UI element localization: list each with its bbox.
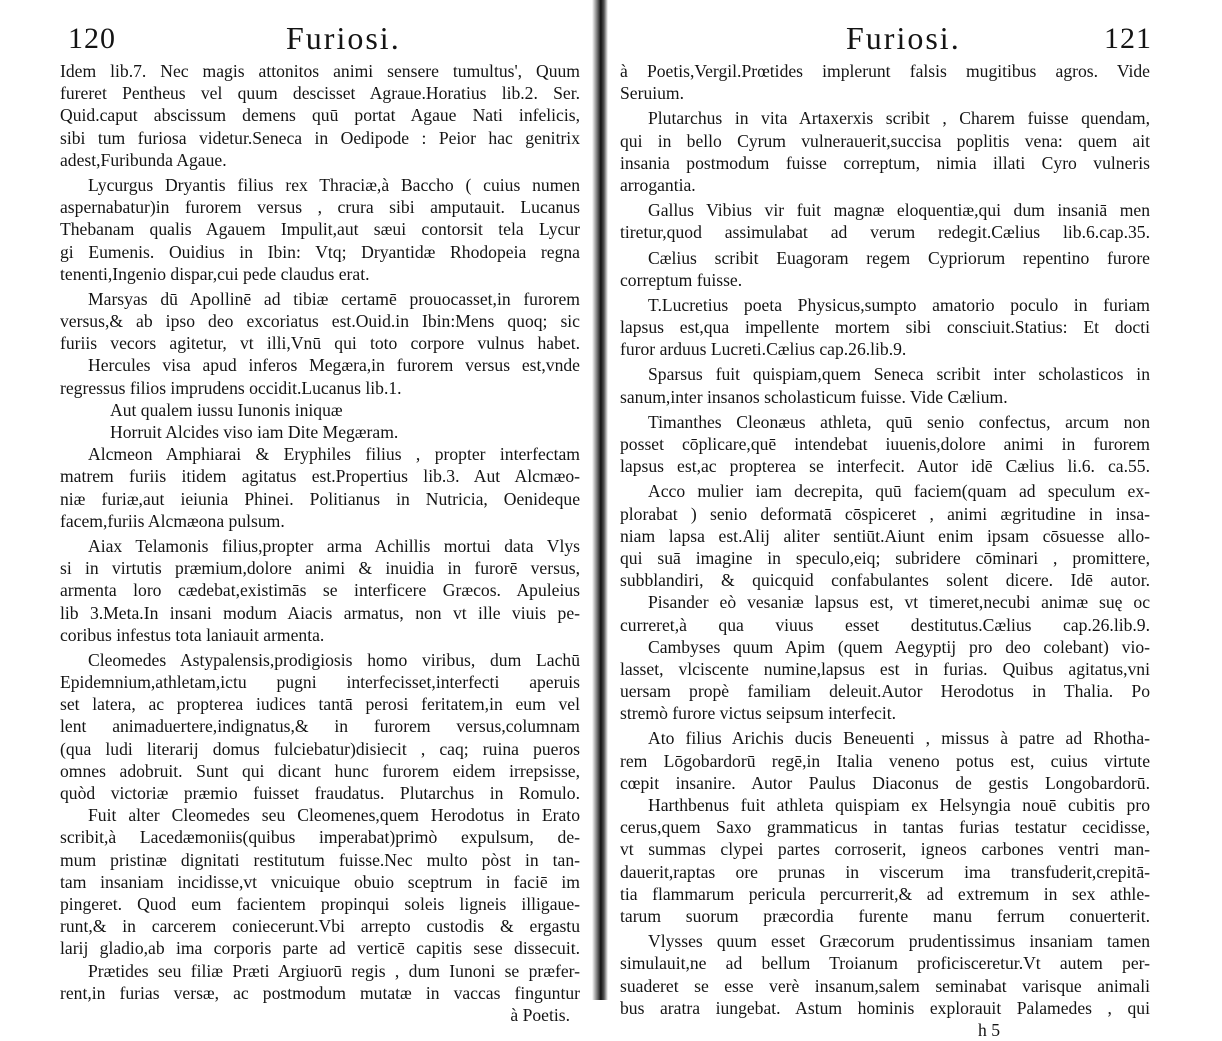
text-line: scribit,à Lacedæmoniis(quibus imperabat)primò expulsum, de-	[60, 827, 580, 848]
verse-line: Aut qualem iussu Iunonis iniquæ	[110, 399, 343, 420]
right-page-header	[620, 20, 1222, 60]
text-line: Aiax Telamonis filius,propter arma Achillis mortui data Vlys	[88, 535, 580, 556]
text-line: Quid.caput abscissum demens quū portat Agaue Nati infelicis,	[60, 105, 580, 126]
verse-line: Horruit Alcides viso iam Dite Megæram.	[110, 422, 399, 442]
text-line: Prætides seu filiæ Præti Argiuorū regis , dum Iunoni se præfer-	[88, 960, 580, 981]
text-line: qui suā imagine in speculo,eiq; subridere cōminari , promittere,	[620, 547, 1150, 568]
text-line: niæ furiæ,aut ieiunia Phinei. Politianus in Nutricia, Oenideque	[60, 488, 580, 509]
text-line: stremò furore victus seipsum interfecit.	[620, 703, 897, 724]
text-line: coribus infestus tota laniauit armenta.	[60, 624, 325, 645]
text-line: Pisander eò vesaniæ lapsus est, vt timeret,necubi animæ suę oc	[648, 592, 1150, 613]
text-line: Hercules visa apud inferos Megæra,in furorem versus est,vnde	[88, 355, 580, 376]
text-line: vt summas clypei partes corroserit, igneos carbones ventri man-	[620, 839, 1150, 860]
text-line: tenenti,Ingenio dispar,cui pede claudus erat.	[60, 263, 370, 284]
text-line: qui in bello Cyrum vulnerauerit,succisa poplitis vena: quem ait	[620, 130, 1150, 151]
left-page-body	[60, 60, 590, 1026]
text-line: cœpit insanire. Autor Paulus Diaconus de gestis Longobardorū.	[620, 772, 1150, 793]
text-line: lapsus est,ac propterea se interfecit. Autor idē Cælius li.6. ca.55.	[620, 456, 1150, 477]
book-gutter	[592, 0, 608, 1000]
text-line: Fuit alter Cleomedes seu Cleomenes,quem Herodotus in Erato	[88, 805, 580, 826]
text-line: correptum fuisse.	[620, 269, 743, 290]
text-line: Seruium.	[620, 83, 685, 104]
text-line: lent animaduertere,indignatus,& in furorem versus,columnam	[60, 716, 580, 737]
text-line: Plutarchus in vita Artaxerxis scribit , Charem fuisse quendam,	[648, 108, 1150, 129]
text-line: insania postmodum fuisse correptum, nimia illati Cyro vulneris	[620, 152, 1150, 173]
text-line: runt,& in carcerem coniecerunt.Vbi arrepto custodis & ergastu	[60, 916, 580, 937]
text-line: cerus,quem Saxo grammaticus in tantas furias testatur cecidisse,	[620, 817, 1150, 838]
left-running-title: Furiosi.	[286, 20, 401, 56]
text-line: Timanthes Cleonæus athleta, quū senio confectus, arcum non	[648, 411, 1150, 432]
text-line: uersam propè familiam deleuit.Autor Herodotus in Thalia. Po	[620, 681, 1150, 702]
text-line: subblandiri, & quicquid confabulantes solent dicere. Idē autor.	[620, 570, 1150, 591]
text-line: simulauit,ne ad bellum Troianum proficisceretur.Vt autem per-	[620, 953, 1150, 974]
text-line: Alcmeon Amphiarai & Eryphiles filius , propter interfectam	[88, 444, 580, 465]
text-line: lapsus est,qua impellente mortem sibi consciuit.Statius: Et docti	[620, 317, 1150, 338]
catchword: à Poetis.	[510, 1004, 570, 1025]
text-line: plorabat ) senio deformatā cōspiceret , animi ægritudine in insa-	[620, 503, 1150, 524]
text-line: tiretur,quod assimulabat ad verum redegit.Cælius lib.6.cap.35.	[620, 222, 1150, 243]
text-line: furiis vecors agitetur, vt illi,Vnū qui toto corpore vulnus habet.	[60, 333, 580, 354]
text-line: sanum,inter insanos scholasticum fuisse. Vide Cælium.	[620, 386, 1008, 407]
text-line: Cambyses quum Apim (quem Aegyptij pro deo colebant) vio-	[648, 636, 1150, 657]
text-line: sibi tum furiosa videtur.Seneca in Oedipode : Peior hac genitrix	[60, 127, 580, 148]
text-line: quòd victoriæ præmio fuisset fraudatus. Plutarchus in Romulo.	[60, 783, 580, 803]
text-line: aspernabatur)in furorem versus , crura sibi amputauit. Lucanus	[60, 197, 580, 218]
right-page-number: 121	[1104, 22, 1152, 55]
right-running-title: Furiosi.	[846, 20, 961, 56]
text-line: Cælius scribit Euagoram regem Cypriorum repentino furore	[648, 247, 1150, 268]
text-line: Thebanam qualis Agauem Impulit,aut sæui contorsit tela Lycur	[60, 219, 580, 240]
text-line: (qua ludi literarij domus fulciebatur)disiecit , caq; ruina pueros	[60, 738, 580, 759]
text-line: facem,furiis Alcmæona pulsum.	[60, 510, 285, 531]
text-line: regressus filios imprudens occidit.Lucanus lib.1.	[60, 377, 402, 398]
text-line: curreret,à qua viuus esset destitutus.Cælius cap.26.lib.9.	[620, 614, 1150, 635]
text-line: Ato filius Arichis ducis Beneuenti , missus à patre ad Rhotha-	[648, 728, 1150, 749]
text-line: omnes adobruit. Sunt qui dicant hunc furorem eidem irrepsisse,	[60, 760, 580, 781]
text-line: lib 3.Meta.In insani modum Aiacis armatus, non vt ille viuis pe-	[60, 602, 580, 623]
right-page-body	[620, 60, 1222, 1041]
text-line: tam insaniam incidisse,vt vnicuique obuio sceptrum in faciē im	[60, 871, 580, 892]
text-line: mum pristinæ dignitati restitutum fuisse.Nec multo pòst in tan-	[60, 849, 580, 870]
signature-mark: h 5	[978, 1019, 1000, 1040]
text-line: bus aratra iungebat. Astum hominis explorauit Palamedes , qui	[620, 997, 1150, 1018]
text-line: Harthbenus fuit athleta quispiam ex Helsyngia nouē cubitis pro	[648, 795, 1150, 815]
text-line: rent,in furias versæ, ac postmodum mutatæ in vaccas finguntur	[60, 982, 580, 1003]
text-line: Gallus Vibius vir fuit magnæ eloquentiæ,qui dum insaniā men	[648, 200, 1150, 221]
text-line: gi Eumenis. Ouidius in Ibin: Vtq; Dryantidæ Rhodopeia regna	[60, 241, 580, 262]
text-line: set latera, ac propterea iudices tantā perosi feritatem,in eum vel	[60, 694, 580, 715]
text-line: Cleomedes Astypalensis,prodigiosis homo viribus, dum Lachū	[88, 649, 580, 670]
text-line: Sparsus fuit quispiam,quem Seneca scribit inter scholasticos in	[648, 364, 1150, 385]
left-page	[0, 0, 590, 1025]
text-line: niam lapsa est.Alij aliter sentiūt.Aiunt enim ipsam cōsuesse allo-	[620, 525, 1150, 546]
left-page-number: 120	[68, 22, 116, 55]
text-line: larij gladio,ab ima corporis parte ad verticē capitis sese dissecuit.	[60, 938, 580, 959]
text-line: tia flammarum pericula percurrerit,& ad extremum in sex athle-	[620, 883, 1150, 904]
text-line: posset cōplicare,quē intendebat iuuenis,dolore animi in furorem	[620, 434, 1150, 454]
text-line: rem Lōgobardorū regē,in Italia veneno potus est, cuius virtute	[620, 750, 1150, 771]
text-line: suaderet se esse verè insanum,salem seminabat varisque animali	[620, 975, 1150, 996]
right-page	[612, 0, 1222, 1040]
text-line: pingeret. Quod eum facientem propinqui soleis ligneis illigaue-	[60, 893, 580, 914]
text-line: T.Lucretius poeta Physicus,sumpto amatorio poculo in furiam	[648, 294, 1150, 315]
text-line: Vlysses quum esset Græcorum prudentissimus insaniam tamen	[648, 931, 1150, 952]
text-line: tarum suorum præcordia furente manu ferrum conuerterit.	[620, 905, 1150, 926]
left-page-header	[60, 20, 590, 60]
text-line: lasset, vlciscente numine,lapsus est in furias. Quibus agitatus,vni	[620, 658, 1150, 679]
text-line: Lycurgus Dryantis filius rex Thraciæ,à Baccho ( cuius numen	[88, 174, 580, 195]
text-line: armenta loro cædebat,existimās se interficere Græcos. Apuleius	[60, 580, 580, 601]
text-line: matrem furiis itidem agitatus est.Propertius lib.3. Aut Alcmæo-	[60, 466, 580, 487]
text-line: Idem lib.7. Nec magis attonitos animi sensere tumultus', Quum	[60, 61, 580, 81]
text-line: versus,& ab ipso deo excoriatus est.Ouid.in Ibin:Mens quoq; sic	[60, 311, 580, 332]
text-line: Acco mulier iam decrepita, quū faciem(quam ad speculum ex-	[648, 481, 1150, 502]
text-line: à Poetis,Vergil.Prœtides implerunt falsis mugitibus agros. Vide	[620, 61, 1150, 81]
text-line: fureret Pentheus vel quum descisset Agraue.Horatius lib.2. Ser.	[60, 83, 580, 104]
text-line: Epidemnium,athletam,ictu pugni interfecisset,interfecti aperuis	[60, 672, 580, 693]
text-line: adest,Furibunda Agaue.	[60, 149, 227, 170]
text-line: dauerit,raptas ore prunas in viscerum ima transfuderit,crepitā-	[620, 861, 1150, 882]
text-line: si in virtutis præmium,dolore animi & inuidia in furorē versus,	[60, 558, 580, 579]
text-line: Marsyas dū Apollinē ad tibiæ certamē prouocasset,in furorem	[88, 288, 580, 309]
text-line: arrogantia.	[620, 174, 696, 195]
text-line: furor arduus Lucreti.Cælius cap.26.lib.9.	[620, 339, 907, 360]
